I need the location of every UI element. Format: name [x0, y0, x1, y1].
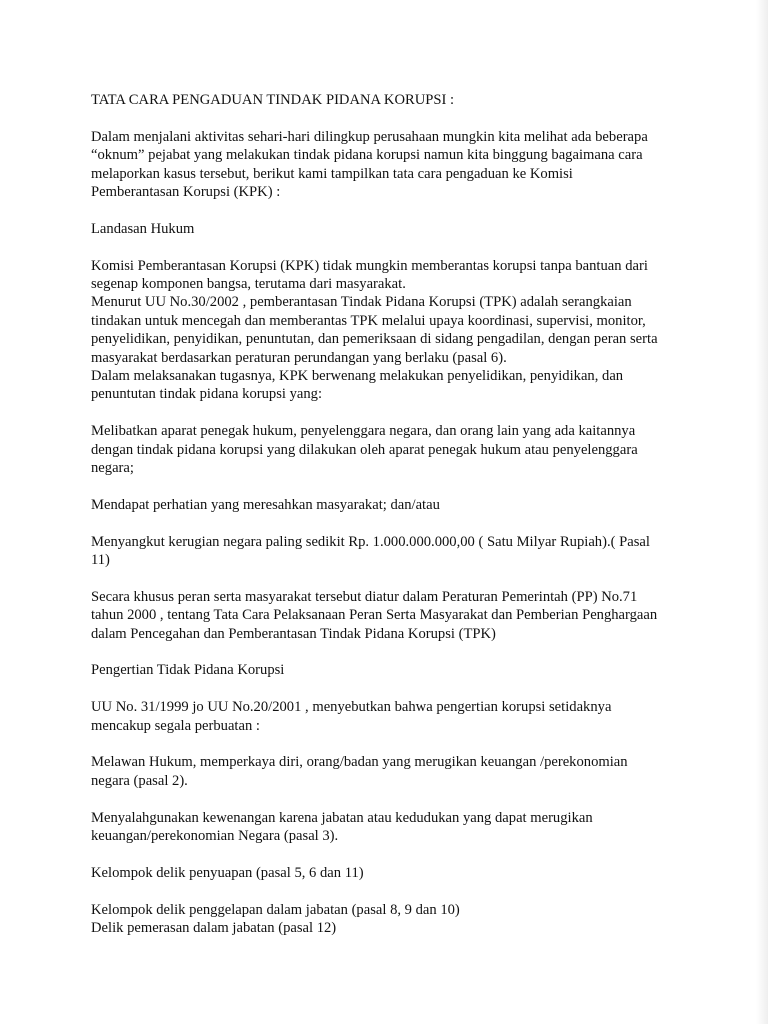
text-line: segenap komponen bangsa, terutama dari masyarakat. — [91, 276, 406, 293]
text-line: Pengertian Tidak Pidana Korupsi — [91, 662, 285, 679]
text-line: Mendapat perhatian yang meresahkan masyarakat; dan/atau — [91, 496, 440, 513]
text-line: Kelompok delik penggelapan dalam jabatan (pasal 8, 9 dan 10) — [91, 901, 460, 918]
text-line: Melibatkan aparat penegak hukum, penyelenggara negara, dan orang lain yang ada kaitannya — [91, 423, 636, 440]
paragraph-gap — [91, 569, 691, 587]
text-line: Dalam melaksanakan tugasnya, KPK berwenang melakukan penyelidikan, penyidikan, dan — [91, 368, 624, 385]
paragraph-gap — [91, 680, 691, 698]
text-line: Pemberantasan Korupsi (KPK) : — [91, 184, 281, 201]
paragraph-gap — [91, 882, 691, 900]
paragraph-gap — [91, 514, 691, 532]
text-line: dalam Pencegahan dan Pemberantasan Tindak Pidana Korupsi (TPK) — [91, 625, 496, 642]
text-line: Landasan Hukum — [91, 220, 195, 237]
paragraph-gap — [91, 201, 691, 219]
text-line: Kelompok delik penyuapan (pasal 5, 6 dan 11) — [91, 864, 364, 881]
text-line: Komisi Pemberantasan Korupsi (KPK) tidak mungkin memberantas korupsi tanpa bantuan dari — [91, 257, 648, 274]
text-line: Delik pemerasan dalam jabatan (pasal 12) — [91, 920, 337, 937]
text-line: tindakan untuk mencegah dan memberantas TPK melalui upaya koordinasi, supervisi, monitor, — [91, 312, 646, 329]
text-line: penyelidikan, penyidikan, penuntutan, dan pemeriksaan di sidang pengadilan, dengan peran serta — [91, 331, 658, 348]
text-line: Menurut UU No.30/2002 , pemberantasan Tindak Pidana Korupsi (TPK) adalah serangkaian — [91, 294, 632, 311]
paragraph-gap — [91, 477, 691, 495]
text-line: Dalam menjalani aktivitas sehari-hari dilingkup perusahaan mungkin kita melihat ada beberapa — [91, 128, 648, 145]
text-line: melaporkan kasus tersebut, berikut kami tampilkan tata cara pengaduan ke Komisi — [91, 165, 573, 182]
text-line: penuntutan tindak pidana korupsi yang: — [91, 386, 323, 403]
text-line: Melawan Hukum, memperkaya diri, orang/badan yang merugikan keuangan /perekonomian — [91, 754, 628, 771]
text-line: masyarakat berdasarkan peraturan perundangan yang berlaku (pasal 6). — [91, 349, 507, 366]
text-line: negara; — [91, 460, 134, 477]
paragraph-gap — [91, 735, 691, 753]
text-line: dengan tindak pidana korupsi yang dilakukan oleh aparat penegak hukum atau penyelenggara — [91, 441, 638, 458]
text-line: “oknum” pejabat yang melakukan tindak pidana korupsi namun kita binggung bagaimana cara — [91, 147, 643, 164]
text-line: 11) — [91, 552, 110, 569]
document-title: TATA CARA PENGADUAN TINDAK PIDANA KORUPSI : — [91, 92, 455, 108]
text-line: mencakup segala perbuatan : — [91, 717, 260, 734]
text-line: UU No. 31/1999 jo UU No.20/2001 , menyebutkan bahwa pengertian korupsi setidaknya — [91, 699, 612, 716]
paragraph-gap — [91, 845, 691, 863]
paragraph-gap — [91, 404, 691, 422]
paragraph-gap — [91, 109, 691, 127]
text-line: tahun 2000 , tentang Tata Cara Pelaksanaan Peran Serta Masyarakat dan Pemberian Penghargaan — [91, 607, 658, 624]
paragraph-gap — [91, 238, 691, 256]
text-line: Secara khusus peran serta masyarakat tersebut diatur dalam Peraturan Pemerintah (PP) No.71 — [91, 588, 638, 605]
paragraph-gap — [91, 790, 691, 808]
text-line: negara (pasal 2). — [91, 772, 188, 789]
text-line: Menyalahgunakan kewenangan karena jabatan atau kedudukan yang dapat merugikan — [91, 809, 593, 826]
text-line: keuangan/perekonomian Negara (pasal 3). — [91, 828, 339, 845]
page-edge-shadow — [756, 0, 768, 1024]
paragraph-gap — [91, 643, 691, 661]
text-line: Menyangkut kerugian negara paling sedikit Rp. 1.000.000.000,00 ( Satu Milyar Rupiah).( Pasal — [91, 533, 650, 550]
document-body — [91, 91, 691, 937]
